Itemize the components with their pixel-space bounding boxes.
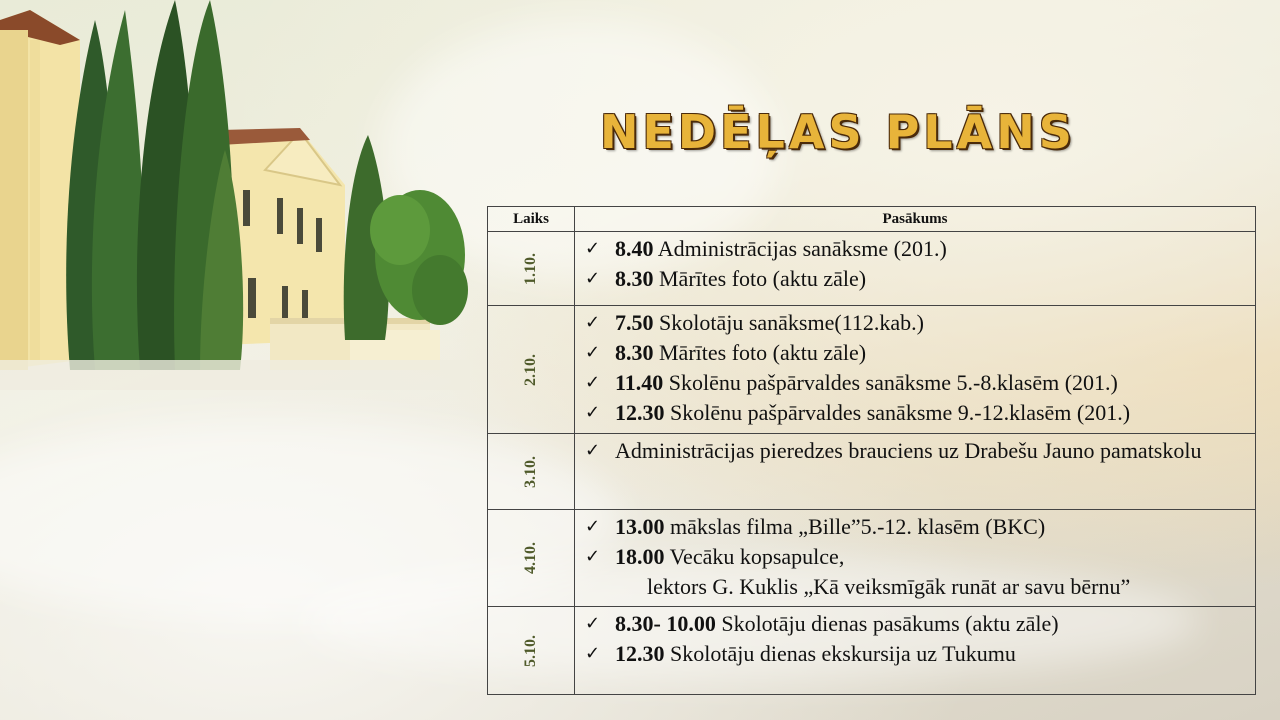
event-item [581, 264, 1247, 294]
event-time: 8.30- 10.00 [615, 611, 716, 636]
event-time: 11.40 [615, 370, 664, 395]
event-item [581, 368, 1247, 398]
table-row [488, 510, 1256, 607]
event-text: Administrācijas sanāksme (201.) [653, 236, 947, 261]
event-item [581, 542, 1247, 602]
school-building-photo [0, 0, 470, 390]
event-time: 12.30 [615, 641, 665, 666]
event-time: 8.30 [615, 340, 654, 365]
date-label: 3.10. [522, 455, 539, 488]
date-cell [488, 510, 575, 607]
checkmark-icon: ✓ [585, 516, 601, 537]
date-cell [488, 306, 575, 434]
event-item [581, 234, 1247, 264]
checkmark-icon: ✓ [585, 546, 601, 567]
events-cell [575, 232, 1256, 306]
date-label: 1.10. [522, 252, 539, 285]
event-time: 7.50 [615, 310, 654, 335]
event-text: Skolēnu pašpārvaldes sanāksme 5.-8.klasēm (201.) [663, 370, 1118, 395]
event-text: mākslas filma „Bille”5.-12. klasēm (BKC) [664, 514, 1046, 539]
event-item [581, 639, 1247, 669]
checkmark-icon: ✓ [585, 238, 601, 259]
header-time: Laiks [488, 207, 575, 232]
event-time: 18.00 [615, 544, 665, 569]
event-text: Mārītes foto (aktu zāle) [653, 340, 867, 365]
event-text: Mārītes foto (aktu zāle) [653, 266, 867, 291]
checkmark-icon: ✓ [585, 372, 601, 393]
table-row [488, 434, 1256, 510]
checkmark-icon: ✓ [585, 312, 601, 333]
date-label: 4.10. [522, 542, 539, 574]
event-text: Skolotāju sanāksme(112.kab.) [653, 310, 924, 335]
event-time: 12.30 [615, 400, 665, 425]
date-cell [488, 434, 575, 510]
event-item [581, 436, 1247, 466]
table-row [488, 607, 1256, 695]
event-item [581, 308, 1247, 338]
table-header-row [488, 207, 1256, 232]
events-cell [575, 434, 1256, 510]
checkmark-icon: ✓ [585, 342, 601, 363]
events-cell [575, 306, 1256, 434]
event-time: 8.30 [615, 266, 654, 291]
checkmark-icon: ✓ [585, 440, 601, 461]
header-event: Pasākums [575, 207, 1256, 232]
event-item [581, 512, 1247, 542]
event-text: Administrācijas pieredzes brauciens uz Drabešu Jauno pamatskolu [615, 438, 1202, 463]
checkmark-icon: ✓ [585, 402, 601, 423]
event-text: Vecāku kopsapulce, [664, 544, 845, 569]
table-row [488, 232, 1256, 306]
event-subtext: lektors G. Kuklis „Kā veiksmīgāk runāt ar savu bērnu” [647, 574, 1131, 599]
checkmark-icon: ✓ [585, 268, 601, 289]
event-item [581, 398, 1247, 428]
checkmark-icon: ✓ [585, 613, 601, 634]
date-label: 5.10. [522, 634, 539, 667]
events-cell [575, 510, 1256, 607]
events-cell [575, 607, 1256, 695]
weekly-plan-table [487, 206, 1256, 695]
date-label: 2.10. [522, 353, 539, 386]
event-item [581, 609, 1247, 639]
event-text: Skolotāju dienas pasākums (aktu zāle) [715, 611, 1059, 636]
event-text: Skolēnu pašpārvaldes sanāksme 9.-12.klasēm (201.) [664, 400, 1131, 425]
checkmark-icon: ✓ [585, 643, 601, 664]
page-title: NEDĒĻAS PLĀNS [600, 105, 1076, 159]
date-cell [488, 607, 575, 695]
date-cell [488, 232, 575, 306]
event-text: Skolotāju dienas ekskursija uz Tukumu [664, 641, 1016, 666]
table-row [488, 306, 1256, 434]
event-item [581, 338, 1247, 368]
event-time: 13.00 [615, 514, 665, 539]
event-time: 8.40 [615, 236, 654, 261]
